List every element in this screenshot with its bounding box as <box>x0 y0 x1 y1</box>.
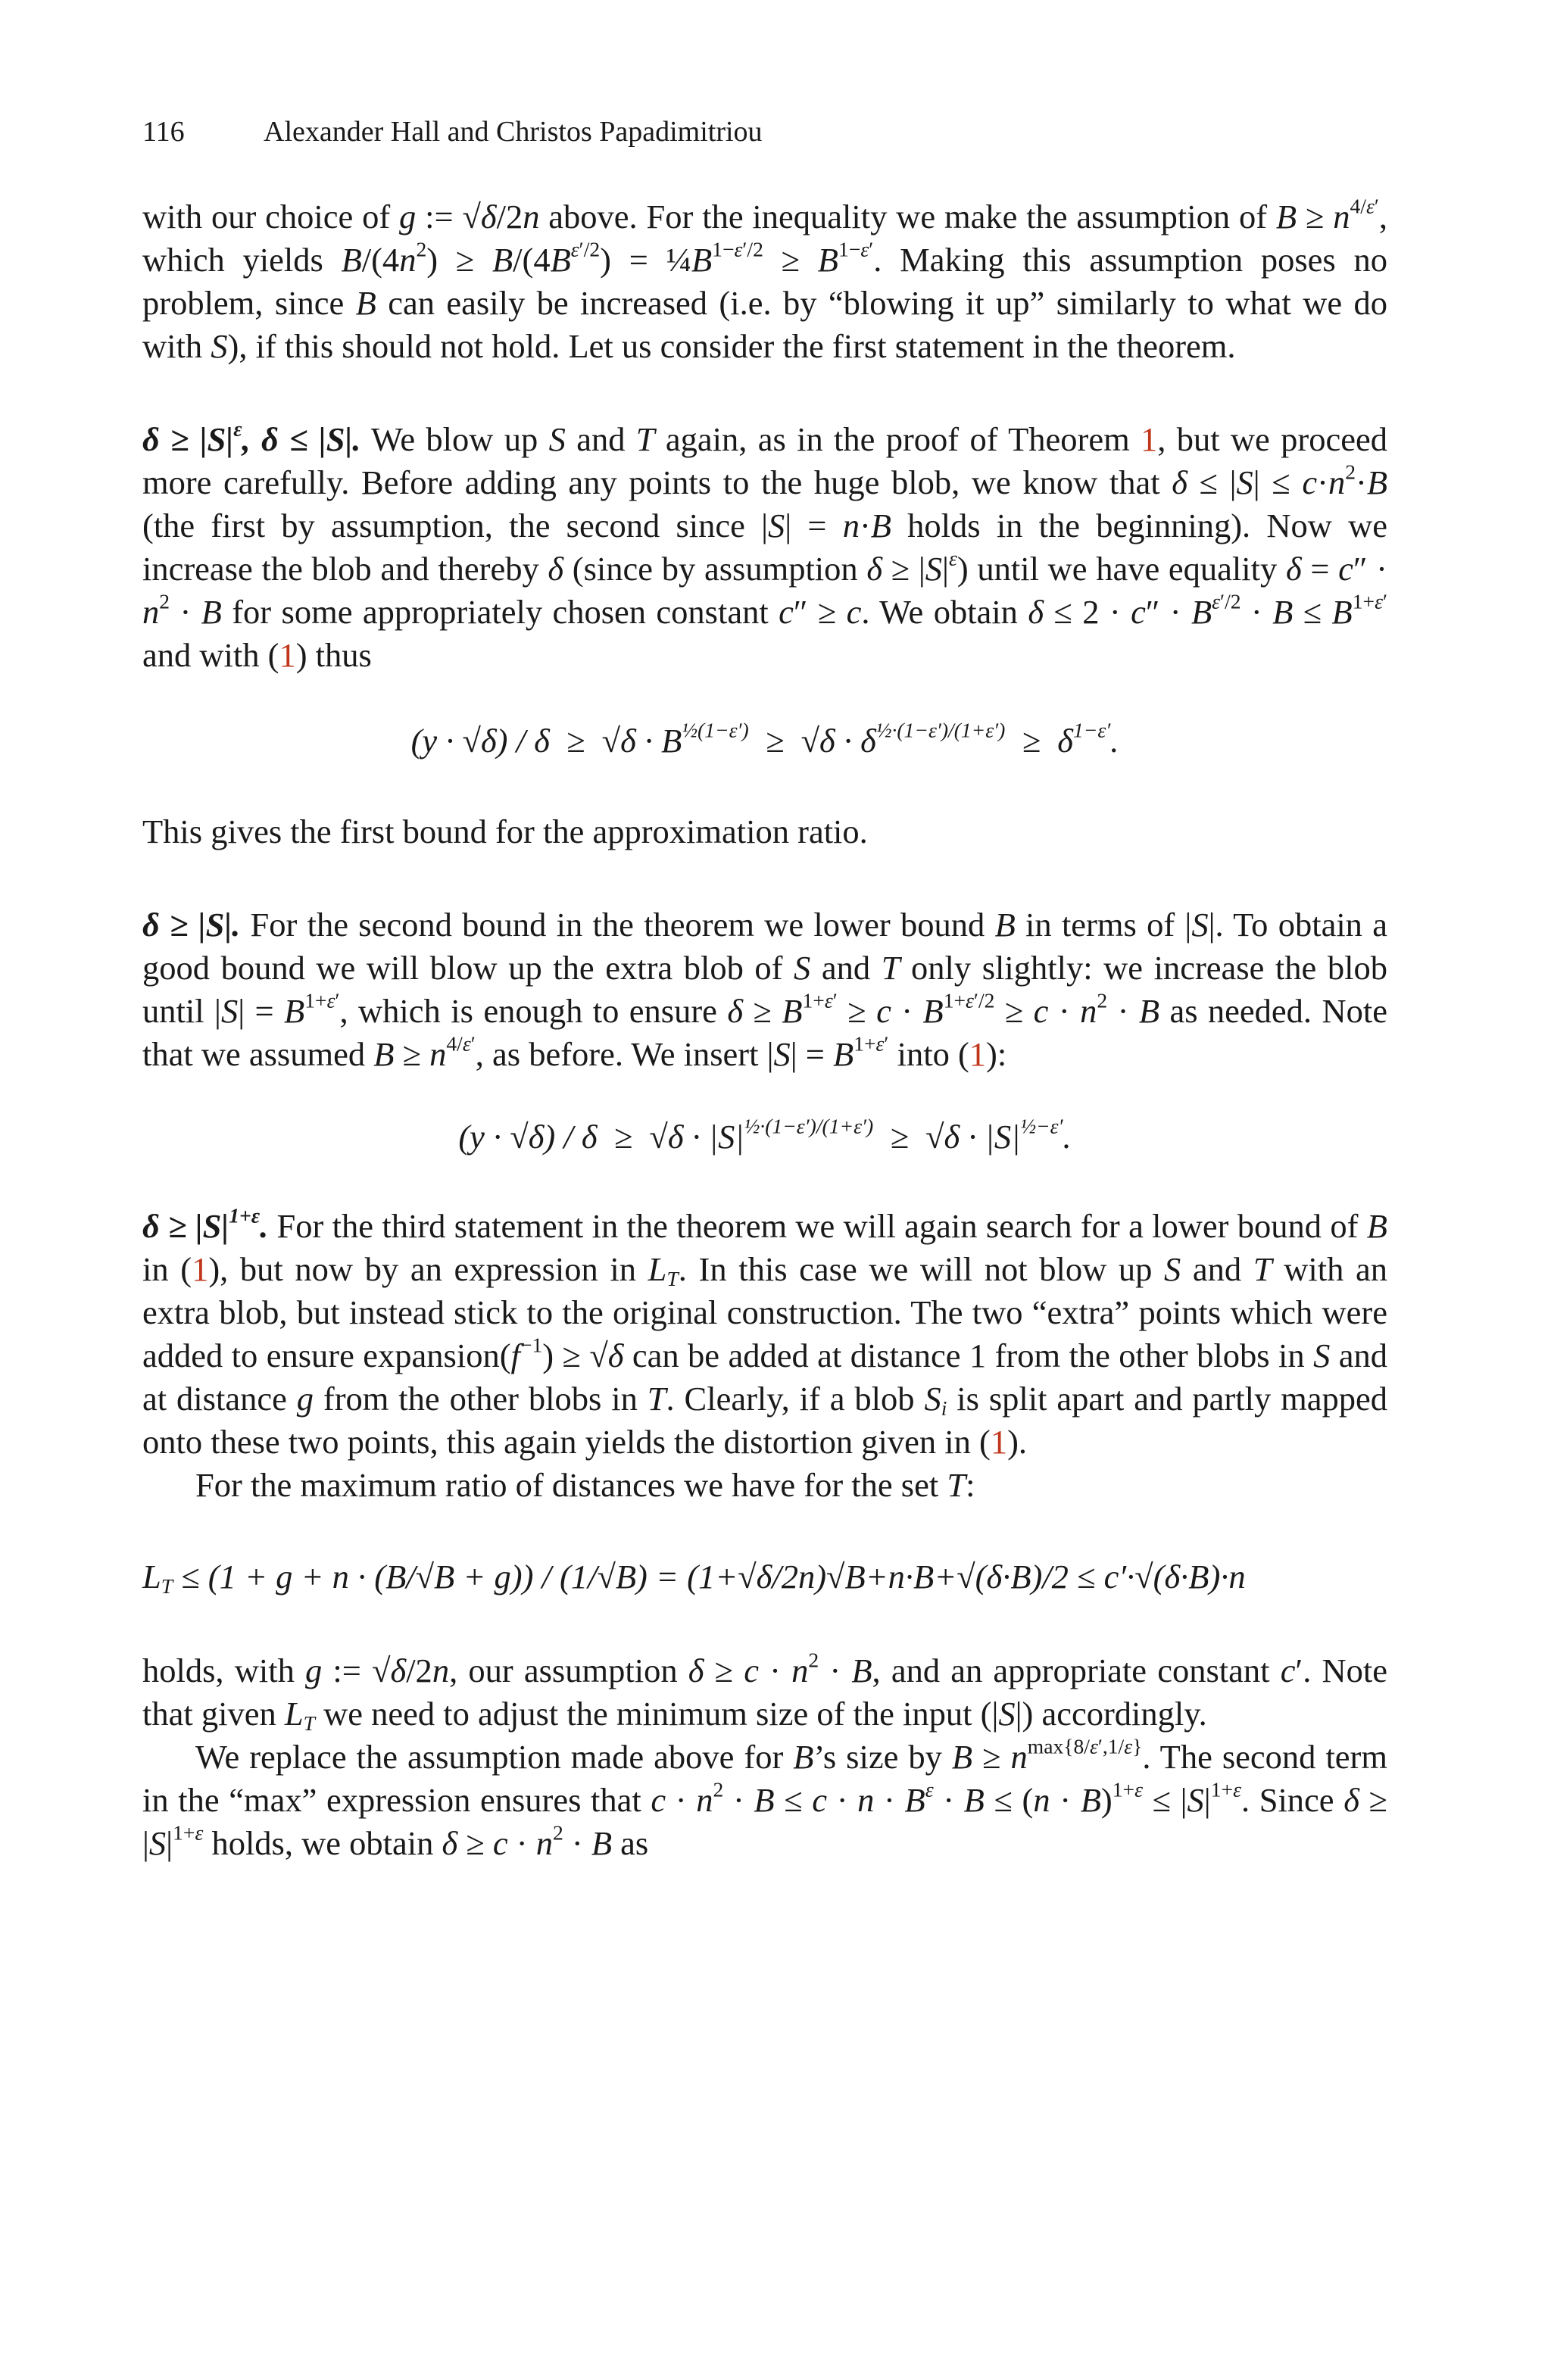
paragraph-1: with our choice of g := √δ/2n above. For the inequality we make the assumption of $B \ge n^{4/\varepsilon'}$, which yields $B/(4n^2) \ge B/(4B^{\varepsilon'/2})$ = $\frac{1}{4}B^{1-\varepsilon'/2} \ge B^{1-\varepsilon'}$. Making this assumption poses no problem, since B can easily be increased (i.e. by “blowing it up” similarly to what we do with S), if this should not hold. Let us consider the first statement in the theorem. <box>142 194 1388 365</box>
theorem-ref[interactable]: 1 <box>1141 420 1158 458</box>
page-number: 116 <box>142 116 185 148</box>
equation-ref[interactable]: 1 <box>990 1423 1008 1461</box>
equation-2: $(y \cdot √\delta) / \delta \ge √\delta \cdot |S|^{\frac{1}{2}\cdot(1-\varepsilon')/(1+\varepsilon')} \ge √\delta \cdot |S|^{\frac{1}{2}-\varepsilon'}$. <box>458 1114 1072 1156</box>
paragraph-3: This gives the first bound for the approximation ratio. <box>142 813 868 850</box>
paragraph-2: $\delta \ge |S|^\varepsilon$, δ ≤ |S|. We blow up S and T again, as in the proof of Theorem 1, but we proceed more carefully. Before adding any points to the huge blob, we know that $\delta \le |S| \le c\cdot n^2\cdot B$ (the first by assumption, the second since |S| = n·B holds in the beginning). Now we increase the blob and thereby δ (since by assumption $\delta \ge |S|^\varepsilon$) until we have equality $\delta = c'' \cdot n^2 \cdot B$ for some appropriately chosen constant c″ ≥ c. We obtain $\delta \le 2 \cdot c'' \cdot B^{\varepsilon'/2} \cdot B \le B^{1+\varepsilon'}$ and with (1) thus <box>142 416 1387 674</box>
paragraph-8: We replace the assumption made above for B’s size by $B \ge n^{max\{8/\varepsilon',1/\varepsilon\}}$. The second term in the “max” expression ensures that $c \cdot n^2 \cdot B \le c \cdot n \cdot B^\varepsilon \cdot B \le (n \cdot B)^{1+\varepsilon} \le |S|^{1+\varepsilon}$. Since $\delta \ge |S|^{1+\varepsilon}$ holds, we obtain $\delta \ge c \cdot n^2 \cdot B$ as <box>142 1734 1387 1862</box>
paragraph-4: δ ≥ |S|. For the second bound in the theorem we lower bound B in terms of |S|. To obtain a good bound we will blow up the extra blob of S and T only slightly: we increase the blob until $|S| = B^{1+\varepsilon'}$, which is enough to ensure $\delta \ge B^{1+\varepsilon'} \ge c \cdot B^{1+\varepsilon'/2} \ge c \cdot n^2 \cdot B$ as needed. Note that we assumed $B \ge n^{4/\varepsilon'}$, as before. We insert $|S| = B^{1+\varepsilon'}$ into (1): <box>142 906 1387 1073</box>
equation-ref[interactable]: 1 <box>279 636 296 674</box>
equation-3: $L_T \le (1 + g + n \cdot (B/√B + g)) / (1/√B) = (1+√\delta/2n)√B+n\cdot B+√(\delta\cdot B)/2 \le c'\cdot√(\delta\cdot B)\cdot n$ <box>142 1558 1246 1598</box>
run-in-heading-2: δ ≥ |S|. <box>142 906 241 944</box>
paragraph-6: For the maximum ratio of distances we have for the set T: <box>195 1466 975 1504</box>
running-authors: Alexander Hall and Christos Papadimitriou <box>264 116 763 148</box>
run-in-heading-1: $\delta \ge |S|^\varepsilon$, δ ≤ |S|. <box>142 416 361 458</box>
paragraph-7: holds, with g := √δ/2n, our assumption $\delta \ge c \cdot n^2 \cdot B$, and an appropriate constant c′. Note that given $L_T$ we need to adjust the minimum size of the input (|S|) accordingly. <box>142 1648 1387 1735</box>
run-in-heading-3: $\delta \ge |S|^{1+\varepsilon}$. <box>142 1203 269 1245</box>
equation-ref[interactable]: 1 <box>969 1035 987 1073</box>
equation-ref[interactable]: 1 <box>192 1250 209 1288</box>
equation-1: $(y \cdot √\delta) / \delta \ge √\delta \cdot B^{\frac{1}{2}(1-\varepsilon')} \ge √\delta \cdot \delta^{\frac{1}{2}\cdot(1-\varepsilon')/(1+\varepsilon')} \ge \delta^{1-\varepsilon'}$. <box>410 718 1119 760</box>
paragraph-5: $\delta \ge |S|^{1+\varepsilon}$. For the third statement in the theorem we will again search for a lower bound of B in (1), but now by an expression in $L_T$. In this case we will not blow up S and T with an extra blob, but instead stick to the original construction. The two “extra” points which were added to ensure $expansion(f^{-1}) \ge √\delta$ can be added at distance 1 from the other blobs in S and at distance g from the other blobs in T. Clearly, if a blob $S_i$ is split apart and partly mapped onto these two points, this again yields the distortion given in (1). <box>142 1203 1387 1461</box>
page-body <box>142 106 1387 1865</box>
